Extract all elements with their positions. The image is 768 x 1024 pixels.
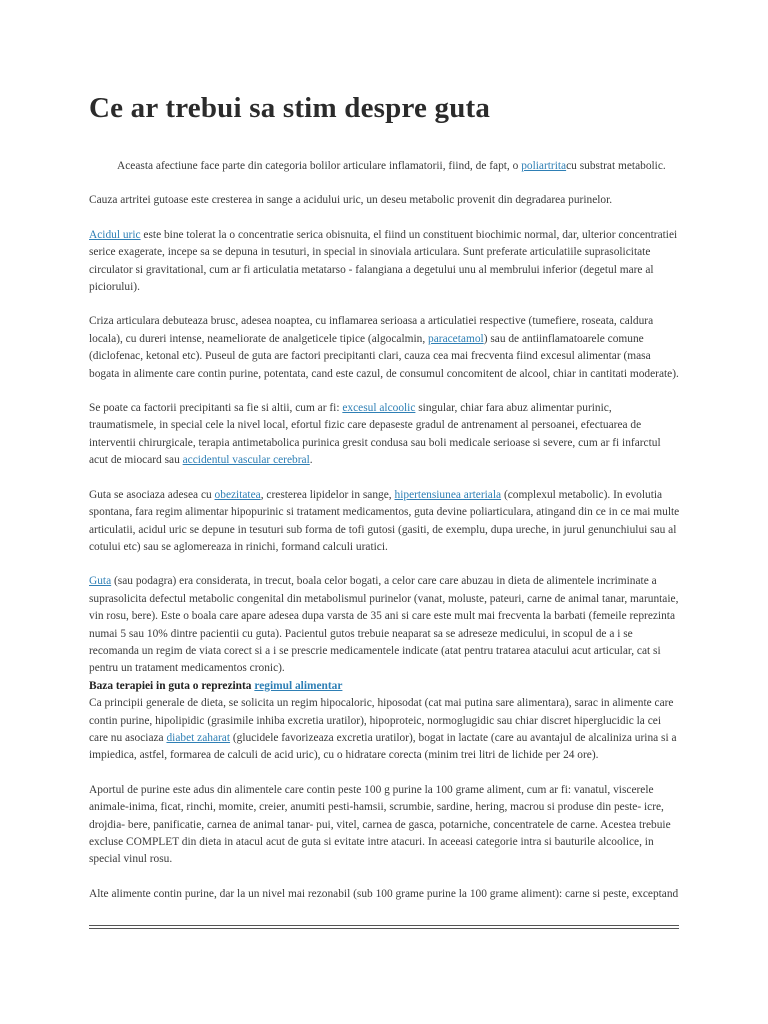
page-bottom-blank (0, 935, 768, 1024)
text: Aceasta afectiune face parte din categoria bolilor articulare inflamatorii, fiind, de fapt, o (117, 160, 522, 172)
text: , cresterea lipidelor in sange, (260, 488, 395, 501)
text: Alte alimente contin purine, dar la un nivel mai rezonabil (sub 100 grame purine la 100 grame aliment): carne si peste, exceptand (89, 887, 679, 900)
paragraph-history (89, 573, 681, 677)
paragraph-diet-principles (89, 695, 681, 765)
paragraph-uric-acid (89, 227, 681, 297)
paragraph-purines (89, 782, 681, 869)
text: Aportul de purine este adus din alimentele care contin peste 100 g purine la 100 grame aliment, cum ar fi: vanatul, viscerele animale-inima, ficat, rinchi, momite, creier, anumiti pesti-hamsii, scrumbie, sardine, hering, macrou si produse din peste- icre, drojdia- bere, panificatie, carnea de animal tanar- pui, vitel, carnea de gasca, potarniche, concentratele de carne. Acestea trebuie excluse COMPLET din dieta in atacul acut de guta si evitate intre atacuri. In aceeasi categorie intra si bauturile alcoolice, in special vinul rosu. (89, 783, 671, 866)
text: (complexul metabolic). In evolutia spontana, fara regim alimentar hipopurinic si tratament medicamentos, guta devine poliarticulara, atingand din ce in ce mai multe articulatii, acidul uric se depune in tesuturi sub forma de tofi gutosi (gasiti, de exemplu, dupa ureche, in jurul genunchiului sau al cotului etc) sau se aglomereaza in rinichi, formand calculi uratici. (89, 488, 680, 553)
page-end-divider (89, 925, 679, 929)
paragraph-intro (89, 158, 681, 175)
link-poliartrita[interactable]: poliartrita (521, 160, 567, 172)
text: cu substrat metabolic. (566, 160, 666, 172)
paragraph-associations (89, 487, 681, 557)
link-hipertensiunea-arteriala[interactable]: hipertensiunea arteriala (394, 488, 502, 501)
link-regimul-alimentar[interactable]: regimul alimentar (254, 679, 343, 692)
paragraph-cause (89, 192, 681, 209)
article-body (89, 158, 681, 920)
text: singular, chiar fara abuz alimentar purinic, traumatismele, in special cele la nivel local, efortul fizic care depaseste gradul de antrenament al persoanei, efectuarea de interventii chirurgicale, terapia antimetabolica purinica gresit condusa sau boli medicale serioase si severe, cum ar fi infarctul acut de miocard sau (89, 402, 661, 467)
heading-text: Baza terapiei in guta o reprezinta (89, 679, 255, 692)
text: (sau podagra) era considerata, in trecut, boala celor bogati, a celor care care abuzau in dieta de alimentele incriminate a suprasolicita defectul metabolic congenital din metabolismul purinelor (vanat, moluste, pateuri, carne de animal tanar, maruntaie, vin rosu, bere). Este o boala care apare adesea dupa varsta de 35 ani si care este mult mai frecventa la barbati (femeile reprezinta numai 5 sau 10% dintre pacientii cu guta). Pacientul gutos trebuie neaparat sa se adreseze medicului, in scopul de a i se recomanda un regim de viata corect si a i se prescrie medicamentele indicate (atat pentru tratarea atacului acut articular, cat si pentru un tratament medicamentos cronic). (89, 575, 679, 675)
link-diabet-zaharat[interactable]: diabet zaharat (166, 731, 231, 744)
link-paracetamol[interactable]: paracetamol (428, 332, 484, 345)
text: ) sau de antiinflamatoarele comune (diclofenac, ketonal etc). Puseul de guta are factori precipitanti clari, cauza cea mai frecventa fiind excesul alimentar (masa bogata in alimente care contin purine, potentata, cand este cazul, de consumul concomitent de alcool, chiar in cantitati moderate). (89, 332, 679, 380)
link-accidentul-vascular-cerebral[interactable]: accidentul vascular cerebral (182, 454, 310, 467)
text: Criza articulara debuteaza brusc, adesea noaptea, cu inflamarea serioasa a articulatiei respective (tumefiere, roseata, caldura locala), cu dureri intense, neameliorate de analgeticele tipice (algocalmin, (89, 315, 654, 345)
link-guta[interactable]: Guta (89, 575, 112, 588)
text: Se poate ca factorii precipitanti sa fie si altii, cum ar fi: (89, 402, 343, 415)
text: Cauza artritei gutoase este cresterea in sange a acidului uric, un deseu metabolic provenit din degradarea purinelor. (89, 194, 613, 207)
text: (glucidele favorizeaza excretia uratilor), bogat in lactate (care au avantajul de alcaliniza urina si a impiedica, astfel, formarea de calculi de acid uric), cu o hidratare corecta (minim trei litri de lichide per 24 ore). (89, 731, 677, 762)
text: Guta se asociaza adesea cu (89, 488, 215, 501)
paragraph-crisis (89, 313, 681, 383)
link-excesul-alcoolic[interactable]: excesul alcoolic (342, 402, 416, 415)
paragraph-other-foods (89, 886, 681, 903)
paragraph-factors (89, 400, 681, 470)
text: . (309, 454, 313, 467)
text: Ca principii generale de dieta, se solicita un regim hipocaloric, hiposodat (cat mai putina sare alimentara), sarac in alimente care contin purine, hipolipidic (grasimile inhiba excretia uratilor), hipoproteic, normoglugidic sau chiar discret hiperglucidic la cei care nu asociaza (89, 697, 674, 744)
text: este bine tolerat la o concentratie serica obisnuita, el fiind un constituent biochimic normal, dar, ulterior concentratiei serice exagerate, incepe sa se depuna in tesuturi, in special in sinoviala articulara. Sunt preferate articulatiile suprasolicitate circulator si gravitational, cum ar fi articulatia metatarso - falangiana a degetului unu al membrului inferior (degetul mare al piciorului). (89, 228, 678, 294)
link-acidul-uric[interactable]: Acidul uric (89, 228, 141, 241)
page-title: Ce ar trebui sa stim despre guta (89, 92, 491, 124)
section-heading (89, 678, 681, 695)
link-obezitatea[interactable]: obezitatea (214, 488, 261, 501)
